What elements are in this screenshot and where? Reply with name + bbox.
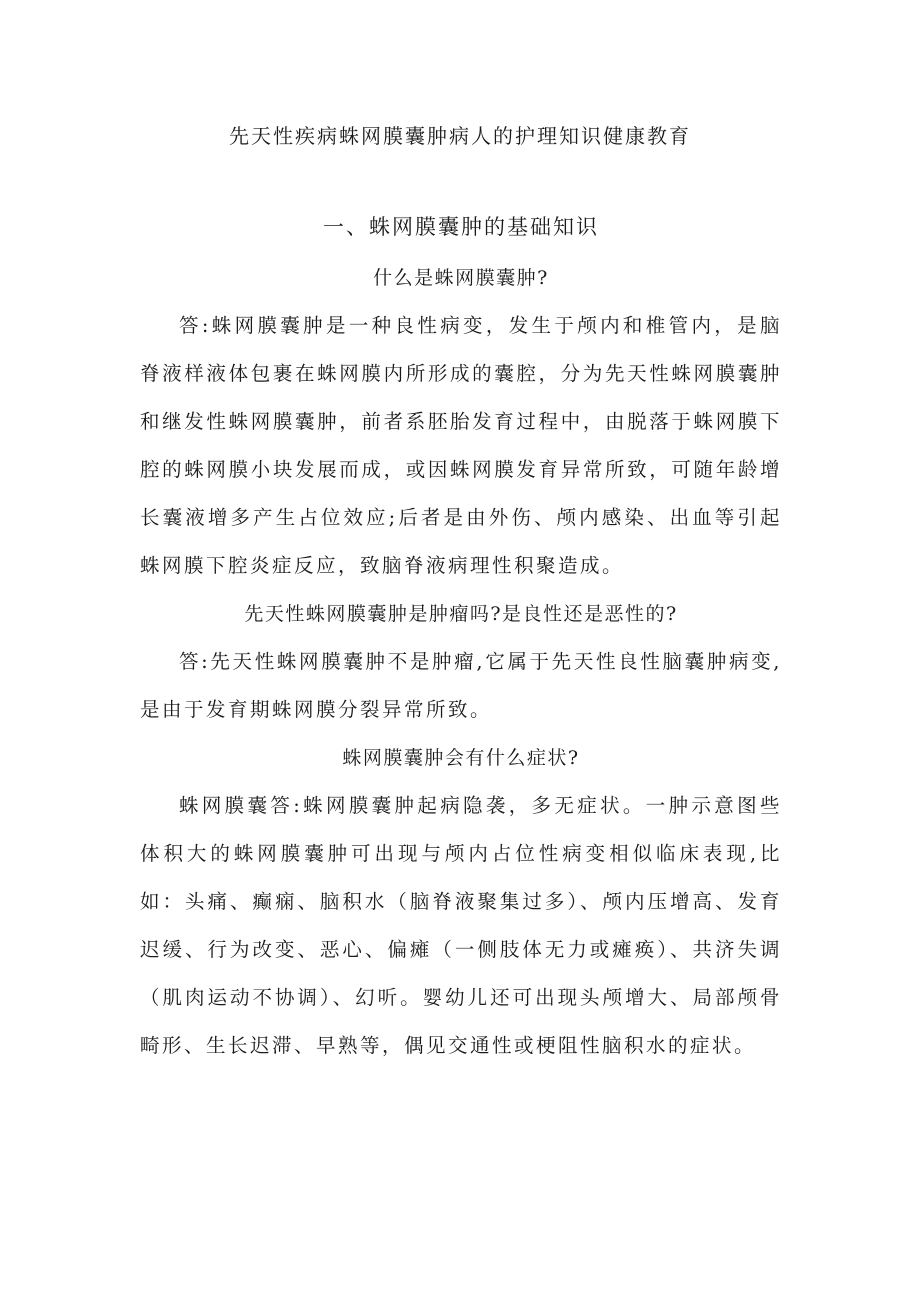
question-3: 蛛网膜囊肿会有什么症状? [342, 747, 580, 769]
qa-list [140, 254, 782, 1070]
answer-2: 答:先天性蛛网膜囊肿不是肿瘤,它属于先天性良性脑囊肿病变,是由于发育期蛛网膜分裂异常所致。 [140, 650, 782, 721]
answer-1: 答:蛛网膜囊肿是一种良性病变，发生于颅内和椎管内，是脑脊液样液体包裹在蛛网膜内所形成的囊腔，分为先天性蛛网膜囊肿和继发性蛛网膜囊肿，前者系胚胎发育过程中，由脱落于蛛网膜下腔的蛛网膜小块发展而成，或因蛛网膜发育异常所致，可随年龄增长囊液增多产生占位效应;后者是由外伤、颅内感染、出血等引起蛛网膜下腔炎症反应，致脑脊液病理性积聚造成。 [140, 314, 782, 577]
answer-3: 蛛网膜囊答:蛛网膜囊肿起病隐袭，多无症状。一肿示意图些体积大的蛛网膜囊肿可出现与颅内占位性病变相似临床表现,比如：头痛、癫痫、脑积水（脑脊液聚集过多）、颅内压增高、发育迟缓、行为改变、恶心、偏瘫（一侧肢体无力或瘫痪）、共济失调（肌肉运动不协调）、幻听。婴幼儿还可出现头颅增大、局部颅骨畸形、生长迟滞、早熟等，偶见交通性或梗阻性脑积水的症状。 [140, 794, 782, 1057]
question-2: 先天性蛛网膜囊肿是肿瘤吗?是良性还是恶性的? [244, 603, 678, 625]
section-heading: 一、蛛网膜囊肿的基础知识 [323, 215, 599, 239]
question-1: 什么是蛛网膜囊肿? [373, 267, 549, 289]
document-title: 先天性疾病蛛网膜囊肿病人的护理知识健康教育 [229, 124, 691, 148]
